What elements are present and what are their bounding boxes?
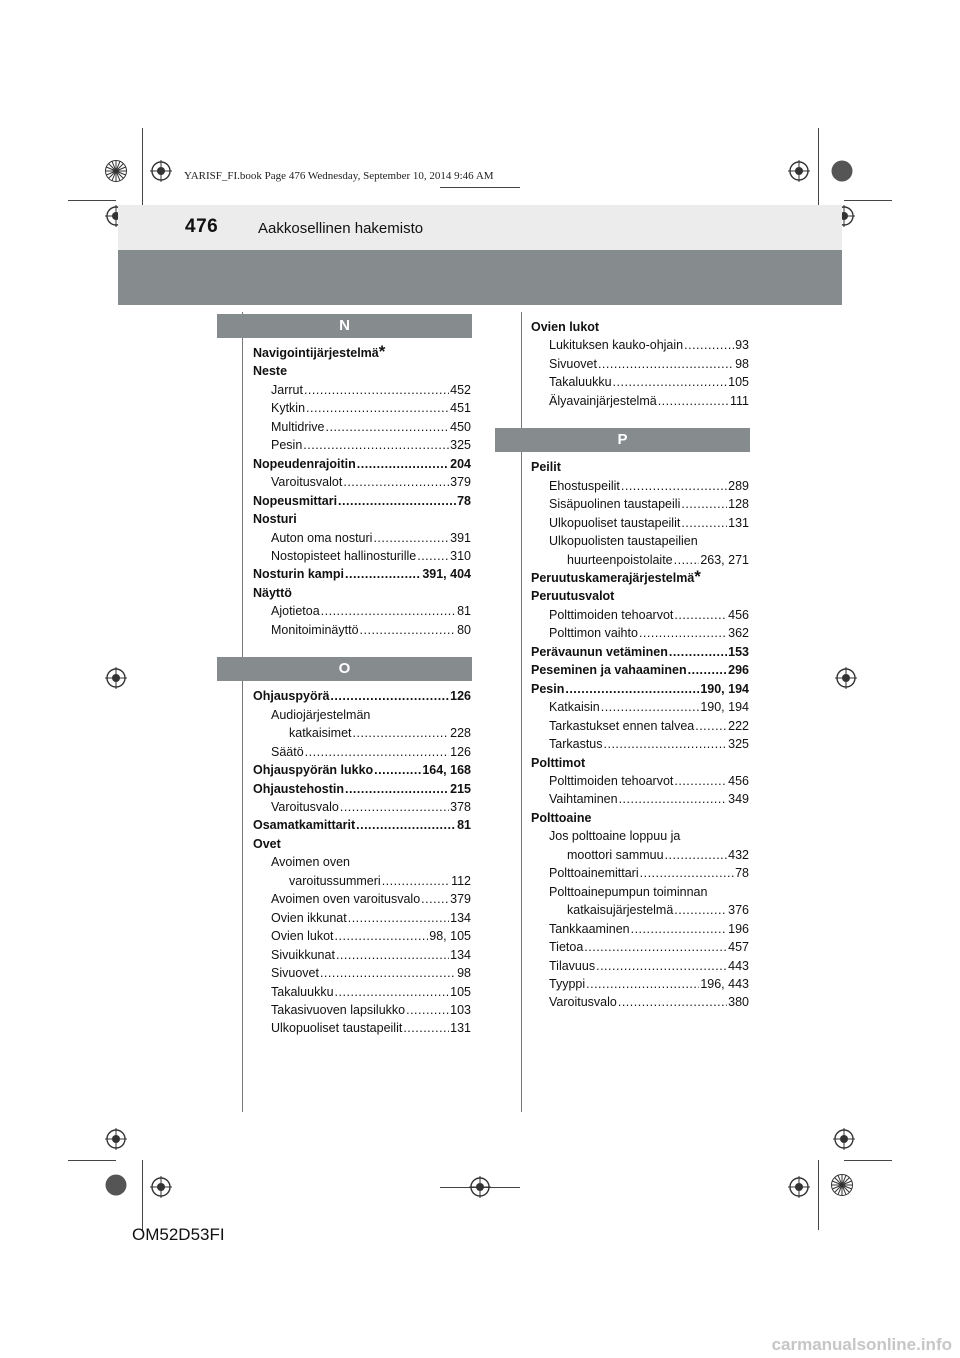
page-reference: 126 xyxy=(450,744,471,759)
entry-text: Varoitusvalo xyxy=(549,995,617,1010)
index-subentry xyxy=(531,392,749,410)
dot-leader xyxy=(345,565,421,583)
dot-leader xyxy=(382,872,450,890)
entry-text: Ulkopuolisten taustapeilien xyxy=(549,534,698,549)
crop-line xyxy=(68,200,116,201)
page-reference: 128 xyxy=(728,497,749,512)
index-entry xyxy=(531,809,749,827)
index-subentry xyxy=(253,853,471,871)
dot-leader xyxy=(601,698,700,716)
page-reference: 391 xyxy=(450,530,471,545)
dot-leader xyxy=(584,938,727,956)
dot-leader xyxy=(373,529,449,547)
entry-text: Monitoiminäyttö xyxy=(271,622,359,637)
crosshair-target-icon xyxy=(105,667,127,689)
entry-text: Peilit xyxy=(531,460,561,475)
entry-text: Takasivuoven lapsilukko xyxy=(271,1002,406,1017)
dot-leader xyxy=(421,890,449,908)
entry-text: Ulkopuoliset taustapeilit xyxy=(271,1021,403,1036)
index-entry xyxy=(253,761,471,779)
page-reference: 98 xyxy=(735,356,749,371)
index-subentry xyxy=(253,529,471,547)
entry-text: Polttoainemittari xyxy=(549,866,639,881)
index-entry xyxy=(253,565,471,583)
dot-leader xyxy=(403,1019,449,1037)
page-reference: 376 xyxy=(728,903,749,918)
entry-text: Peseminen ja vahaaminen xyxy=(531,663,687,678)
page-reference: 98, 105 xyxy=(429,929,471,944)
page-reference: 263, 271 xyxy=(700,552,749,567)
page-reference: 134 xyxy=(450,910,471,925)
dot-leader xyxy=(639,624,727,642)
dot-leader xyxy=(336,946,449,964)
crosshair-target-icon xyxy=(835,667,857,689)
crosshair-target-icon xyxy=(469,1176,491,1198)
entry-text: Pesin xyxy=(271,438,303,453)
document-code: OM52D53FI xyxy=(132,1225,225,1244)
page-reference: 103 xyxy=(450,1002,471,1017)
entry-text: Avoimen oven varoitusvalo xyxy=(271,892,421,907)
index-entry xyxy=(531,661,749,679)
entry-text: Auton oma nosturi xyxy=(271,530,373,545)
entry-text: Sivuikkunat xyxy=(271,947,335,962)
dot-leader xyxy=(621,477,727,495)
entry-text: Tarkastukset ennen talvea xyxy=(549,718,695,733)
dot-leader xyxy=(669,643,727,661)
dot-leader xyxy=(619,790,728,808)
index-subentry xyxy=(253,909,471,927)
dot-leader xyxy=(618,993,727,1011)
index-subentry xyxy=(531,698,749,716)
entry-text: Varoitusvalot xyxy=(271,475,343,490)
page-reference: 452 xyxy=(450,382,471,397)
page-reference: 215 xyxy=(450,781,471,796)
dot-leader xyxy=(417,547,449,565)
page-reference: 126 xyxy=(450,689,471,704)
page-reference: 81 xyxy=(457,818,471,833)
entry-text: Peruutusvalot xyxy=(531,589,615,604)
page-number: 476 xyxy=(185,216,219,237)
crop-line xyxy=(68,1160,116,1161)
index-entry xyxy=(531,318,749,336)
dot-leader xyxy=(631,920,728,938)
crop-line xyxy=(142,1160,143,1230)
index-subentry xyxy=(253,706,471,724)
entry-text: Takaluukku xyxy=(271,984,334,999)
dot-leader xyxy=(681,514,727,532)
entry-text: Polttimon vaihto xyxy=(549,626,638,641)
header-band xyxy=(118,250,842,305)
dot-leader xyxy=(665,846,728,864)
entry-text: katkaisimet xyxy=(289,726,352,741)
dot-leader xyxy=(406,1001,449,1019)
registration-sunburst-icon xyxy=(831,1174,853,1196)
index-subentry xyxy=(531,624,749,642)
page-reference: 432 xyxy=(728,847,749,862)
entry-text: Polttimot xyxy=(531,755,586,770)
page-reference: 349 xyxy=(728,792,749,807)
section-header: P xyxy=(495,428,750,452)
entry-text: Osamatkamittarit xyxy=(253,818,356,833)
page-reference: 81 xyxy=(457,604,471,619)
dot-leader xyxy=(353,724,450,742)
index-subentry xyxy=(531,864,749,882)
page-reference: 105 xyxy=(728,375,749,390)
index-subentry xyxy=(531,495,749,513)
index-subentry xyxy=(253,964,471,982)
index-subentry xyxy=(531,993,749,1011)
entry-text: Multidrive xyxy=(271,419,325,434)
page-reference: 80 xyxy=(457,622,471,637)
entry-text: moottori sammuu xyxy=(567,847,664,862)
entry-text: Sivuovet xyxy=(549,356,597,371)
page-reference: 190, 194 xyxy=(700,681,749,696)
dot-leader xyxy=(674,901,727,919)
index-subentry xyxy=(531,883,749,901)
index-entry: Peruutuskamerajärjestelmä * xyxy=(531,566,701,586)
index-entry xyxy=(531,754,749,772)
page-reference: 131 xyxy=(450,1021,471,1036)
page-reference: 450 xyxy=(450,419,471,434)
entry-text: Tyyppi xyxy=(549,976,586,991)
section-header: O xyxy=(217,657,472,681)
entry-text: Nosturi xyxy=(253,512,297,527)
page-reference: 378 xyxy=(450,799,471,814)
dot-leader xyxy=(598,355,734,373)
index-subentry xyxy=(531,827,749,845)
page-reference: 451 xyxy=(450,401,471,416)
dot-leader xyxy=(326,418,450,436)
dot-leader xyxy=(330,687,449,705)
index-entry xyxy=(253,584,471,602)
entry-text: Ovien lukot xyxy=(271,929,334,944)
index-subentry xyxy=(253,399,471,417)
index-entry xyxy=(253,816,471,834)
entry-text: Sivuovet xyxy=(271,966,319,981)
entry-text: varoitussummeri xyxy=(289,873,381,888)
entry-text: Varoitusvalo xyxy=(271,799,339,814)
page-reference: 456 xyxy=(728,773,749,788)
index-column-right xyxy=(531,318,749,1012)
entry-text: Nopeudenrajoitin xyxy=(253,456,356,471)
index-entry xyxy=(531,680,749,698)
crop-line xyxy=(440,187,520,188)
entry-text: Navigointijärjestelmä xyxy=(253,346,379,360)
index-entry xyxy=(531,458,749,476)
dot-leader xyxy=(586,975,699,993)
page-reference: 134 xyxy=(450,947,471,962)
page-reference: 131 xyxy=(728,515,749,530)
dot-leader xyxy=(681,495,727,513)
entry-text: Nopeusmittari xyxy=(253,493,338,508)
index-entry xyxy=(253,687,471,705)
index-subentry xyxy=(531,336,749,354)
file-stamp: YARISF_FI.book Page 476 Wednesday, September 10, 2014 9:46 AM xyxy=(184,170,494,182)
index-subentry xyxy=(253,927,471,945)
page-reference: 204 xyxy=(450,456,471,471)
registration-dot-icon xyxy=(105,1174,127,1196)
crosshair-target-icon xyxy=(833,1128,855,1150)
registration-dot-icon xyxy=(831,160,853,182)
entry-text: Lukituksen kauko-ohjain xyxy=(549,338,684,353)
entry-text: Ohjauspyörän lukko xyxy=(253,763,374,778)
dot-leader xyxy=(305,743,449,761)
index-subentry xyxy=(253,621,471,639)
index-subentry xyxy=(531,514,749,532)
dot-leader xyxy=(674,772,727,790)
index-column-left xyxy=(253,314,471,1038)
entry-text: Sisäpuolinen taustapeili xyxy=(549,497,681,512)
page-reference: 379 xyxy=(450,892,471,907)
index-entry xyxy=(253,510,471,528)
index-subentry xyxy=(253,473,471,491)
page-reference: 325 xyxy=(728,737,749,752)
entry-text: Ajotietoa xyxy=(271,604,320,619)
page-reference: 78 xyxy=(735,866,749,881)
entry-text: Perävaunun vetäminen xyxy=(531,644,668,659)
index-subentry xyxy=(531,938,749,956)
crop-line xyxy=(818,1160,819,1230)
entry-text: Takaluukku xyxy=(549,375,612,390)
dot-leader xyxy=(343,473,449,491)
dot-leader xyxy=(348,909,449,927)
dot-leader xyxy=(335,983,450,1001)
dot-leader xyxy=(340,798,449,816)
dot-leader xyxy=(674,606,727,624)
entry-text: Vaihtaminen xyxy=(549,792,618,807)
entry-text: Ulkopuoliset taustapeilit xyxy=(549,515,681,530)
page-reference: 153 xyxy=(728,644,749,659)
page-reference: 190, 194 xyxy=(700,700,749,715)
entry-text: Ohjaustehostin xyxy=(253,781,344,796)
index-subentry xyxy=(253,724,471,742)
entry-text: Katkaisin xyxy=(549,700,600,715)
page-reference: 222 xyxy=(728,718,749,733)
index-subentry xyxy=(253,418,471,436)
dot-leader xyxy=(304,381,449,399)
page-reference: 325 xyxy=(450,438,471,453)
index-subentry xyxy=(531,606,749,624)
entry-text: Tarkastus xyxy=(549,737,603,752)
entry-text: Näyttö xyxy=(253,585,292,600)
watermark: carmanualsonline.info xyxy=(771,1335,952,1354)
dot-leader xyxy=(360,621,457,639)
index-entry xyxy=(253,492,471,510)
index-subentry xyxy=(253,1019,471,1037)
entry-text: huurteenpoistolaite xyxy=(567,552,673,567)
dot-leader xyxy=(688,661,728,679)
index-subentry xyxy=(531,477,749,495)
dot-leader xyxy=(357,455,449,473)
dot-leader xyxy=(345,780,449,798)
entry-text: Nosturin kampi xyxy=(253,567,344,582)
page-reference: 380 xyxy=(728,995,749,1010)
entry-text: Ovet xyxy=(253,836,281,851)
entry-text: Älyavainjärjestelmä xyxy=(549,393,657,408)
crosshair-target-icon xyxy=(788,1176,810,1198)
entry-text: Audiojärjestelmän xyxy=(271,707,371,722)
page-reference: 196, 443 xyxy=(700,976,749,991)
entry-text: Kytkin xyxy=(271,401,306,416)
dot-leader xyxy=(306,399,449,417)
page-reference: 310 xyxy=(450,548,471,563)
index-entry: Navigointijärjestelmä * xyxy=(253,342,386,361)
entry-text: Jos polttoaine loppuu ja xyxy=(549,829,681,844)
entry-text: Tankkaaminen xyxy=(549,921,630,936)
index-subentry xyxy=(531,772,749,790)
dot-leader xyxy=(320,964,456,982)
index-entry xyxy=(253,835,471,853)
page-reference: 111 xyxy=(729,393,749,408)
dot-leader xyxy=(321,602,456,620)
index-subentry xyxy=(531,355,749,373)
index-subentry xyxy=(253,1001,471,1019)
page-reference: 196 xyxy=(728,921,749,936)
entry-text: Polttoaine xyxy=(531,810,592,825)
entry-text: Säätö xyxy=(271,744,304,759)
dot-leader xyxy=(374,761,421,779)
page-reference: 379 xyxy=(450,475,471,490)
index-entry xyxy=(531,643,749,661)
page-reference: 362 xyxy=(728,626,749,641)
dot-leader xyxy=(658,392,729,410)
index-subentry xyxy=(253,547,471,565)
page-reference: 289 xyxy=(728,478,749,493)
crop-line xyxy=(844,200,892,201)
crosshair-target-icon xyxy=(150,1176,172,1198)
index-subentry xyxy=(531,717,749,735)
dot-leader xyxy=(596,957,727,975)
index-subentry xyxy=(531,735,749,753)
entry-text: Polttimoiden tehoarvot xyxy=(549,607,674,622)
entry-text: Ohjauspyörä xyxy=(253,689,330,704)
page-reference: 391, 404 xyxy=(422,567,471,582)
index-entry xyxy=(253,780,471,798)
entry-text: Peruutuskamerajärjestelmä xyxy=(531,570,695,585)
entry-text: Avoimen oven xyxy=(271,855,350,870)
entry-text: Neste xyxy=(253,364,288,379)
column-divider xyxy=(242,312,243,1112)
entry-text: Tietoa xyxy=(549,940,584,955)
section-header: N xyxy=(217,314,472,338)
entry-text: Ovien ikkunat xyxy=(271,910,347,925)
index-subentry xyxy=(253,743,471,761)
page-reference: 105 xyxy=(450,984,471,999)
dot-leader xyxy=(613,373,728,391)
crosshair-target-icon xyxy=(788,160,810,182)
index-subentry xyxy=(253,983,471,1001)
entry-text: Ovien lukot xyxy=(531,320,600,334)
index-subentry xyxy=(253,436,471,454)
page-reference: 93 xyxy=(735,338,749,353)
index-subentry xyxy=(253,872,471,890)
index-subentry xyxy=(531,920,749,938)
index-subentry xyxy=(253,381,471,399)
index-entry xyxy=(531,587,749,605)
dot-leader xyxy=(338,492,456,510)
entry-text: katkaisujärjestelmä xyxy=(567,903,674,918)
page-reference: 228 xyxy=(450,726,471,741)
page-title: Aakkosellinen hakemisto xyxy=(258,220,424,237)
index-subentry xyxy=(531,901,749,919)
page-reference: 443 xyxy=(728,958,749,973)
crosshair-target-icon xyxy=(105,1128,127,1150)
page-reference: 112 xyxy=(451,873,471,888)
dot-leader xyxy=(303,436,449,454)
index-entry xyxy=(253,455,471,473)
page-reference: 296 xyxy=(728,663,749,678)
index-subentry xyxy=(531,846,749,864)
page-reference: 78 xyxy=(457,493,471,508)
dot-leader xyxy=(640,864,734,882)
entry-text: Jarrut xyxy=(271,382,303,397)
entry-text: Nostopisteet hallinosturille xyxy=(271,548,417,563)
index-entry xyxy=(253,362,471,380)
index-subentry xyxy=(253,798,471,816)
entry-text: Tilavuus xyxy=(549,958,596,973)
index-subentry xyxy=(531,373,749,391)
index-subentry xyxy=(531,957,749,975)
crop-line xyxy=(844,1160,892,1161)
page-reference: 164, 168 xyxy=(422,763,471,778)
crosshair-target-icon xyxy=(150,160,172,182)
dot-leader xyxy=(335,927,429,945)
entry-text: Polttimoiden tehoarvot xyxy=(549,773,674,788)
entry-text: Pesin xyxy=(531,681,565,696)
entry-text: Polttoainepumpun toiminnan xyxy=(549,884,708,899)
index-subentry xyxy=(531,790,749,808)
index-subentry xyxy=(531,532,749,550)
registration-sunburst-icon xyxy=(105,160,127,182)
dot-leader xyxy=(565,680,699,698)
header-bar xyxy=(118,205,842,250)
dot-leader xyxy=(356,816,456,834)
index-subentry xyxy=(253,946,471,964)
dot-leader xyxy=(604,735,728,753)
index-subentry xyxy=(253,890,471,908)
page-reference: 456 xyxy=(728,607,749,622)
page-reference: 98 xyxy=(457,966,471,981)
dot-leader xyxy=(695,717,727,735)
index-subentry xyxy=(253,602,471,620)
entry-text: Ehostuspeilit xyxy=(549,478,620,493)
page-reference: 457 xyxy=(728,940,749,955)
index-subentry xyxy=(531,975,749,993)
dot-leader xyxy=(684,336,734,354)
index-subentry xyxy=(531,551,749,569)
